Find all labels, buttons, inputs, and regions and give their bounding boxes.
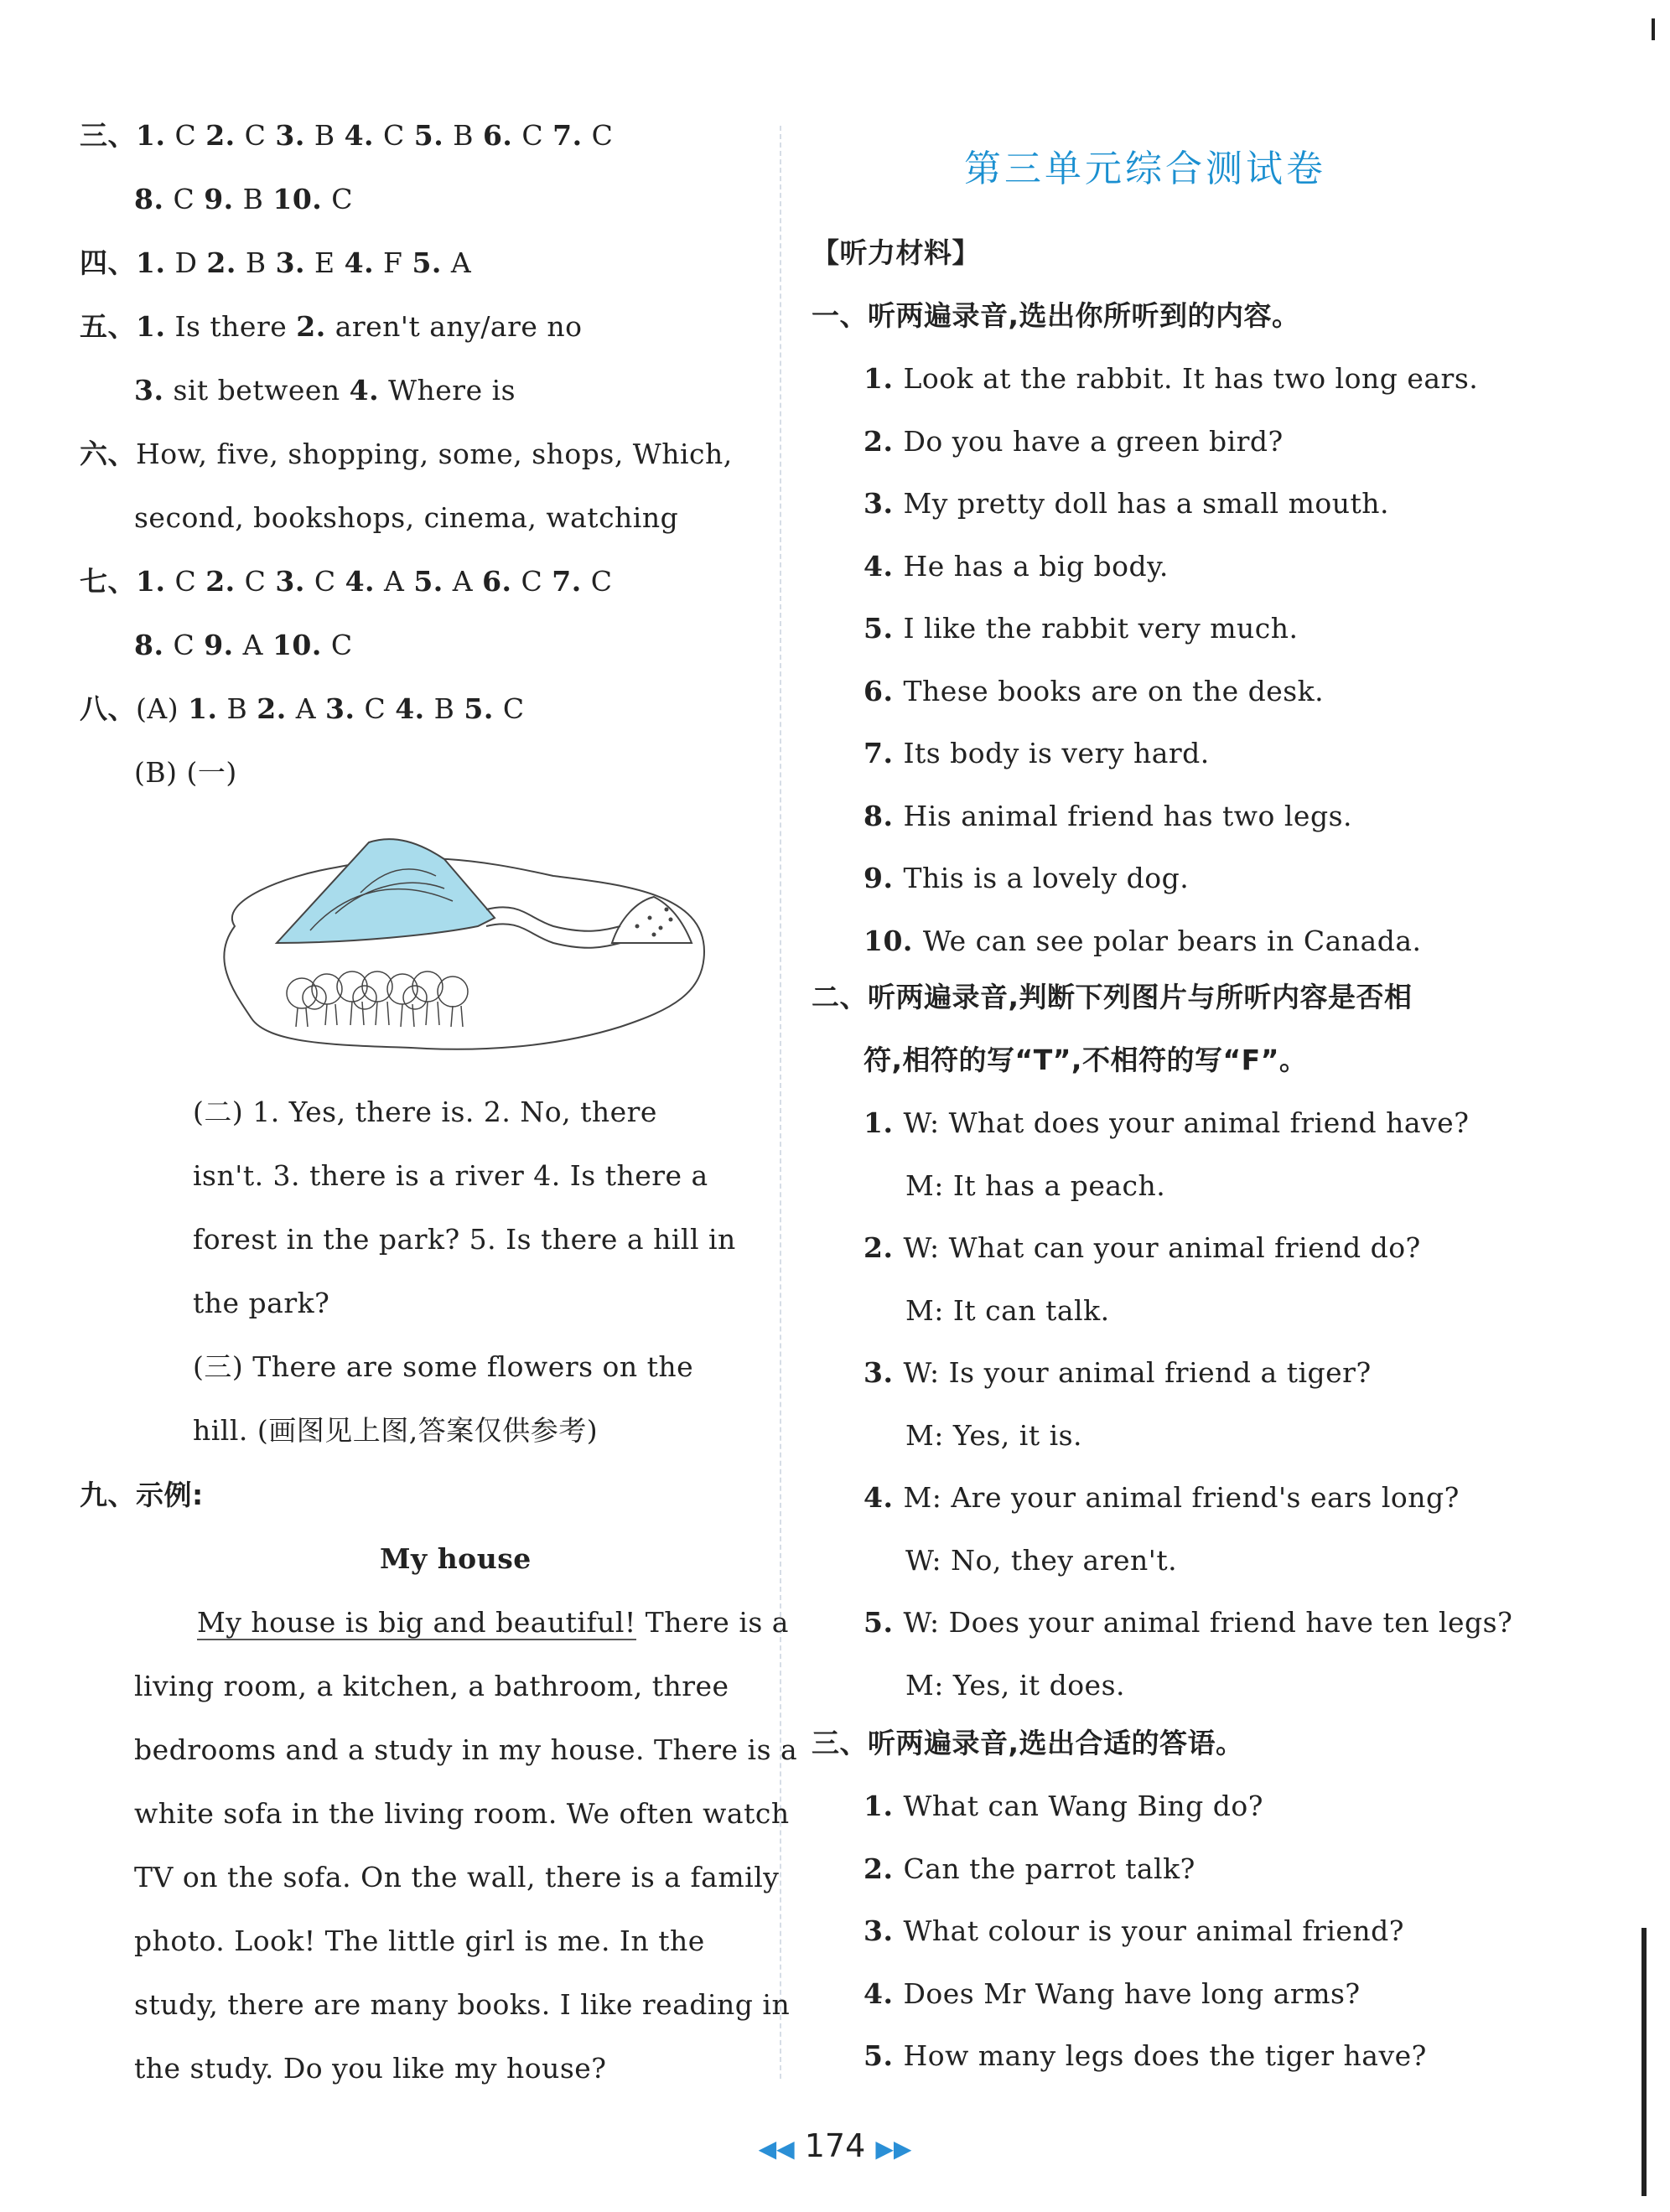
item-answer: B bbox=[443, 119, 483, 152]
next-arrows-icon: ▶▶ bbox=[875, 2135, 912, 2163]
item-text: M: Yes, it does. bbox=[905, 1668, 1126, 1702]
item-number: 1. bbox=[864, 362, 904, 395]
list-item bbox=[905, 1667, 1125, 1704]
item-answer: B bbox=[304, 119, 345, 152]
item-number: 7. bbox=[552, 119, 583, 152]
item-number: 5. bbox=[864, 1606, 904, 1639]
answer-line: forest in the park? 5. Is there a hill in bbox=[193, 1223, 736, 1256]
item-text: W: Does your animal friend have ten legs? bbox=[903, 1606, 1513, 1639]
answer-line bbox=[80, 691, 525, 728]
item-answer: C bbox=[163, 629, 205, 661]
item-text: I like the rabbit very much. bbox=[903, 612, 1299, 645]
item-text: Its body is very hard. bbox=[903, 737, 1210, 769]
item-text: Look at the rabbit. It has two long ears. bbox=[903, 362, 1479, 395]
section-label: 七、 bbox=[80, 565, 136, 598]
list-item bbox=[905, 1417, 1082, 1454]
essay-title: My house bbox=[380, 1542, 532, 1575]
mountain-icon bbox=[277, 839, 495, 943]
item-text: M: Are your animal friend's ears long? bbox=[903, 1481, 1460, 1514]
item-number: 3. bbox=[275, 246, 306, 279]
list-item bbox=[864, 2038, 1427, 2075]
item-answer: C bbox=[163, 183, 205, 215]
answer-line bbox=[80, 117, 613, 154]
section-label: 五、 bbox=[80, 310, 136, 343]
item-answer: C bbox=[322, 183, 354, 215]
item-text: W: Is your animal friend a tiger? bbox=[903, 1356, 1372, 1389]
list-item bbox=[864, 1913, 1404, 1950]
answer-line bbox=[134, 372, 516, 409]
item-number: 10. bbox=[272, 183, 323, 215]
essay-first-rest: There is a bbox=[635, 1606, 789, 1639]
list-item bbox=[905, 1542, 1177, 1579]
item-text: This is a lovely dog. bbox=[903, 862, 1190, 894]
item-text: M: Yes, it is. bbox=[905, 1418, 1083, 1452]
item-number: 9. bbox=[204, 183, 234, 215]
answer-text: second, bookshops, cinema, watching bbox=[134, 501, 679, 534]
item-answer: B bbox=[236, 246, 276, 279]
section-nine-label: 九、示例: bbox=[80, 1479, 204, 1511]
page-number: 174 bbox=[804, 2127, 866, 2164]
item-answer: C bbox=[321, 629, 353, 661]
answer-line bbox=[80, 563, 612, 600]
item-text: These books are on the desk. bbox=[903, 674, 1325, 707]
item-text: My pretty doll has a small mouth. bbox=[903, 487, 1389, 520]
item-number: 1. bbox=[864, 1790, 904, 1822]
essay-underlined-sentence: My house is big and beautiful! bbox=[197, 1606, 636, 1639]
item-number: 4. bbox=[344, 119, 375, 152]
item-answer: C bbox=[165, 119, 206, 152]
item-answer: E bbox=[305, 246, 345, 279]
answer-line bbox=[80, 308, 583, 345]
item-answer: F bbox=[374, 246, 412, 279]
item-number: 1. bbox=[136, 310, 166, 343]
item-answer: C bbox=[493, 692, 525, 725]
part2-heading-2: 符,相符的写“T”,不相符的写“F”。 bbox=[864, 1044, 1308, 1076]
answer-line bbox=[134, 500, 678, 536]
park-drawing bbox=[201, 826, 721, 1060]
column-divider bbox=[780, 126, 781, 2079]
item-number: 3. bbox=[134, 374, 164, 407]
item-answer: Is there bbox=[165, 310, 297, 343]
item-answer: A bbox=[375, 565, 414, 598]
item-number: 4. bbox=[864, 1481, 904, 1514]
item-text: M: It has a peach. bbox=[905, 1168, 1166, 1202]
item-answer: A bbox=[233, 629, 272, 661]
essay-line: bedrooms and a study in my house. There is a bbox=[134, 1733, 798, 1766]
item-text: His animal friend has two legs. bbox=[903, 799, 1352, 832]
item-answer: C bbox=[304, 565, 345, 598]
listening-label: 【听力材料】 bbox=[812, 236, 980, 269]
list-item bbox=[864, 1105, 1469, 1142]
item-answer: B bbox=[233, 183, 273, 215]
item-number: 8. bbox=[134, 629, 164, 661]
item-number: 2. bbox=[206, 246, 236, 279]
item-number: 1. bbox=[136, 246, 166, 279]
item-number: 1. bbox=[136, 565, 166, 598]
part2-heading-1: 二、听两遍录音,判断下列图片与所听内容是否相 bbox=[812, 981, 1413, 1013]
essay-line: living room, a kitchen, a bathroom, three bbox=[134, 1670, 729, 1702]
answer-line bbox=[80, 436, 733, 473]
list-item bbox=[864, 548, 1169, 585]
item-answer: A bbox=[443, 565, 483, 598]
item-number: 4. bbox=[349, 374, 380, 407]
item-answer: D bbox=[165, 246, 207, 279]
item-number: 5. bbox=[413, 565, 443, 598]
item-answer: C bbox=[165, 565, 206, 598]
list-item bbox=[864, 1479, 1460, 1516]
part1-heading: 一、听两遍录音,选出你所听到的内容。 bbox=[812, 299, 1300, 332]
answer-text: (B) (一) bbox=[134, 756, 237, 789]
section-label: 四、 bbox=[80, 246, 136, 279]
item-answer: C bbox=[582, 119, 614, 152]
essay-line: the study. Do you like my house? bbox=[134, 2052, 607, 2085]
item-number: 3. bbox=[275, 565, 305, 598]
answer-line bbox=[134, 754, 237, 791]
item-number: 4. bbox=[395, 692, 425, 725]
essay-line: study, there are many books. I like reading in bbox=[134, 1988, 791, 2021]
item-number: 3. bbox=[864, 487, 904, 520]
scan-edge bbox=[1641, 1928, 1647, 2196]
page-footer bbox=[0, 2127, 1670, 2164]
list-item bbox=[905, 1168, 1165, 1204]
item-number: 6. bbox=[482, 119, 513, 152]
item-number: 2. bbox=[205, 565, 236, 598]
answer-line bbox=[134, 181, 353, 218]
item-answer: C bbox=[235, 565, 276, 598]
item-text: We can see polar bears in Canada. bbox=[922, 924, 1422, 957]
list-item bbox=[864, 485, 1389, 522]
hill-icon bbox=[612, 897, 692, 943]
item-number: 8. bbox=[864, 799, 904, 832]
item-answer: C bbox=[512, 119, 553, 152]
item-answer: A bbox=[441, 246, 472, 279]
answer-line: (三) There are some flowers on the bbox=[193, 1350, 694, 1383]
answer-text: (A) bbox=[136, 692, 189, 725]
item-answer: C bbox=[374, 119, 414, 152]
list-item bbox=[905, 1292, 1110, 1329]
item-number: 5. bbox=[464, 692, 494, 725]
list-item bbox=[864, 423, 1284, 460]
item-number: 2. bbox=[864, 1231, 904, 1264]
section-label: 六、 bbox=[80, 438, 136, 470]
item-answer: C bbox=[581, 565, 613, 598]
essay-first-line bbox=[197, 1604, 789, 1641]
item-number: 4. bbox=[864, 1976, 904, 2010]
item-number: 5. bbox=[864, 612, 904, 645]
list-item bbox=[864, 1851, 1195, 1888]
answer-line: isn't. 3. there is a river 4. Is there a bbox=[193, 1159, 708, 1192]
item-answer: B bbox=[424, 692, 464, 725]
item-number: 2. bbox=[864, 1852, 904, 1885]
item-number: 5. bbox=[864, 2039, 904, 2072]
prev-arrows-icon: ◀◀ bbox=[758, 2135, 795, 2163]
item-answer: B bbox=[217, 692, 257, 725]
item-number: 5. bbox=[412, 246, 442, 279]
part3-heading: 三、听两遍录音,选出合适的答语。 bbox=[812, 1727, 1244, 1759]
item-answer: C bbox=[511, 565, 552, 598]
item-text: W: No, they aren't. bbox=[905, 1543, 1178, 1577]
item-number: 2. bbox=[205, 119, 236, 152]
forest-icon bbox=[287, 971, 468, 1027]
item-text: Do you have a green bird? bbox=[903, 424, 1284, 458]
item-number: 7. bbox=[552, 565, 582, 598]
item-number: 9. bbox=[864, 862, 904, 894]
section-label: 八、 bbox=[80, 692, 136, 725]
list-item bbox=[864, 1604, 1512, 1641]
item-text: W: What can your animal friend do? bbox=[903, 1231, 1421, 1264]
item-number: 1. bbox=[136, 119, 166, 152]
item-number: 3. bbox=[864, 1914, 904, 1947]
answer-line: hill. (画图见上图,答案仅供参考) bbox=[193, 1414, 599, 1447]
item-answer: A bbox=[286, 692, 326, 725]
item-number: 3. bbox=[275, 119, 305, 152]
item-answer: Where is bbox=[379, 374, 516, 407]
item-number: 1. bbox=[188, 692, 218, 725]
item-number: 9. bbox=[204, 629, 234, 661]
item-number: 8. bbox=[134, 183, 164, 215]
section-label: 三、 bbox=[80, 119, 136, 152]
item-number: 4. bbox=[864, 549, 904, 583]
list-item bbox=[864, 1788, 1263, 1825]
answer-line: (二) 1. Yes, there is. 2. No, there bbox=[193, 1096, 657, 1128]
list-item bbox=[864, 1230, 1421, 1267]
item-number: 10. bbox=[272, 629, 322, 661]
list-item bbox=[864, 860, 1189, 897]
item-text: What colour is your animal friend? bbox=[903, 1914, 1404, 1947]
item-text: What can Wang Bing do? bbox=[903, 1790, 1263, 1822]
list-item bbox=[864, 610, 1299, 647]
answer-line: the park? bbox=[193, 1287, 330, 1319]
essay-line: photo. Look! The little girl is me. In the bbox=[134, 1924, 705, 1957]
list-item bbox=[864, 798, 1352, 835]
item-number: 5. bbox=[413, 119, 444, 152]
answer-text: How, five, shopping, some, shops, Which, bbox=[136, 438, 733, 470]
item-number: 4. bbox=[344, 246, 375, 279]
item-text: How many legs does the tiger have? bbox=[903, 2039, 1427, 2072]
scan-mark bbox=[1652, 18, 1655, 40]
essay-line: TV on the sofa. On the wall, there is a family bbox=[134, 1861, 780, 1893]
item-answer: C bbox=[355, 692, 396, 725]
item-number: 2. bbox=[864, 424, 904, 458]
list-item bbox=[864, 735, 1210, 772]
item-answer: sit between bbox=[163, 374, 350, 407]
item-text: Can the parrot talk? bbox=[903, 1852, 1195, 1885]
list-item bbox=[864, 1355, 1372, 1391]
item-text: M: It can talk. bbox=[905, 1293, 1110, 1327]
page-title: 第三单元综合测试卷 bbox=[964, 148, 1326, 190]
item-number: 1. bbox=[864, 1106, 904, 1139]
item-text: He has a big body. bbox=[903, 549, 1169, 583]
item-answer: aren't any/are no bbox=[325, 310, 583, 343]
item-answer: C bbox=[235, 119, 276, 152]
list-item bbox=[864, 360, 1478, 397]
item-number: 4. bbox=[345, 565, 376, 598]
item-number: 3. bbox=[325, 692, 355, 725]
item-number: 2. bbox=[296, 310, 326, 343]
item-number: 6. bbox=[482, 565, 512, 598]
item-number: 7. bbox=[864, 737, 904, 769]
answer-line bbox=[80, 245, 471, 282]
item-text: W: What does your animal friend have? bbox=[903, 1106, 1470, 1139]
list-item bbox=[864, 923, 1422, 960]
item-number: 6. bbox=[864, 674, 904, 707]
item-text: Does Mr Wang have long arms? bbox=[903, 1976, 1361, 2010]
item-number: 10. bbox=[864, 924, 923, 957]
answer-line bbox=[134, 627, 353, 664]
item-number: 2. bbox=[257, 692, 287, 725]
list-item bbox=[864, 1976, 1361, 2013]
item-number: 3. bbox=[864, 1356, 904, 1389]
river-icon bbox=[486, 907, 620, 947]
essay-line: white sofa in the living room. We often watch bbox=[134, 1797, 790, 1830]
list-item bbox=[864, 673, 1324, 710]
